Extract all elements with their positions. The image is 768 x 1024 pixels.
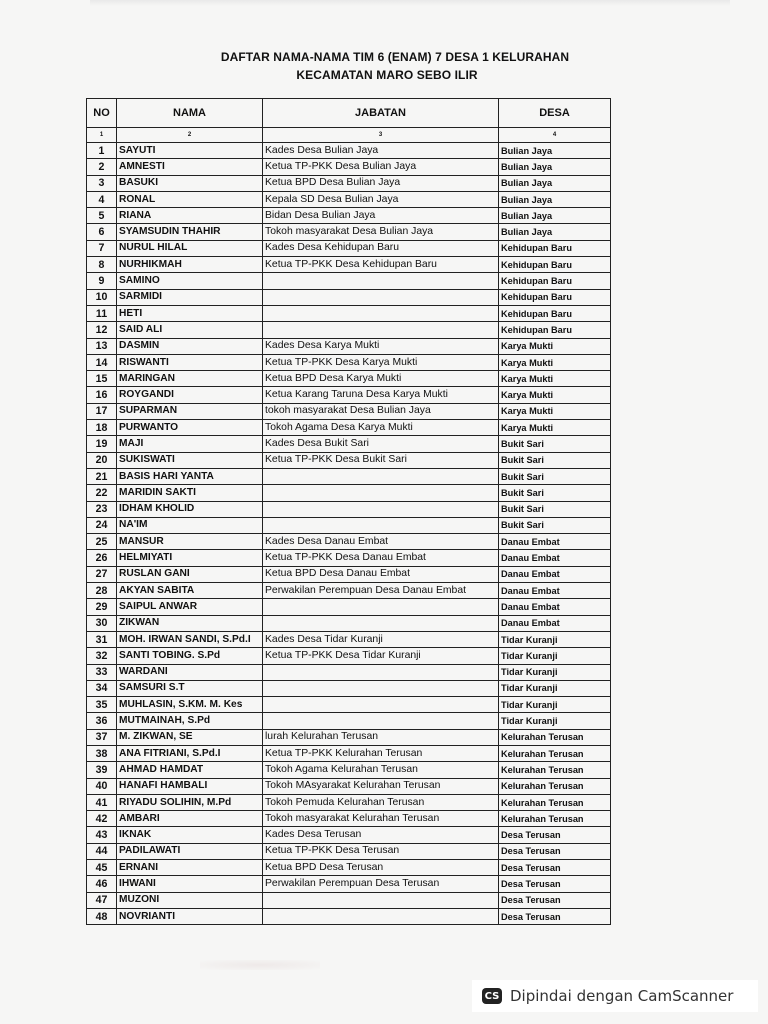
row-name: RIYADU SOLIHIN, M.Pd [117,794,263,810]
row-position: Ketua TP-PKK Desa Danau Embat [263,550,499,566]
row-name: SUKISWATI [117,452,263,468]
table-row [87,697,611,713]
row-number: 43 [87,827,117,843]
row-position: Ketua TP-PKK Desa Kehidupan Baru [263,257,499,273]
row-name: NOVRIANTI [117,908,263,924]
row-position: Ketua BPD Desa Danau Embat [263,566,499,582]
row-position: Kades Desa Terusan [263,827,499,843]
row-name: NA'IM [117,517,263,533]
table-row [87,599,611,615]
column-number: 4 [499,128,611,143]
row-position: Tokoh Pemuda Kelurahan Terusan [263,794,499,810]
table-row [87,159,611,175]
row-position: Ketua TP-PKK Desa Bukit Sari [263,452,499,468]
row-name: WARDANI [117,664,263,680]
row-village: Karya Mukti [499,371,611,387]
row-village: Danau Embat [499,550,611,566]
row-name: AMNESTI [117,159,263,175]
camscanner-logo-icon: CS [482,988,502,1004]
row-village: Tidar Kuranji [499,680,611,696]
row-name: ZIKWAN [117,615,263,631]
row-name: HETI [117,305,263,321]
row-name: SAMSURI S.T [117,680,263,696]
row-number: 11 [87,305,117,321]
row-position: Tokoh Agama Kelurahan Terusan [263,762,499,778]
row-number: 7 [87,240,117,256]
row-name: ANA FITRIANI, S.Pd.I [117,745,263,761]
header-desa: DESA [499,99,611,128]
row-number: 37 [87,729,117,745]
row-position [263,892,499,908]
row-village: Bukit Sari [499,517,611,533]
row-name: BASUKI [117,175,263,191]
row-position: Kades Desa Tidar Kuranji [263,631,499,647]
row-position: Ketua TP-PKK Desa Tidar Kuranji [263,648,499,664]
row-village: Bulian Jaya [499,224,611,240]
table-row [87,420,611,436]
row-village: Tidar Kuranji [499,631,611,647]
row-position: tokoh masyarakat Desa Bulian Jaya [263,403,499,419]
row-name: AKYAN SABITA [117,583,263,599]
row-position: Ketua BPD Desa Bulian Jaya [263,175,499,191]
row-position: Kades Desa Kehidupan Baru [263,240,499,256]
row-name: MARIDIN SAKTI [117,485,263,501]
scan-smudge [90,0,730,6]
table-row [87,208,611,224]
table-row [87,843,611,859]
row-name: AMBARI [117,811,263,827]
table-row [87,648,611,664]
row-village: Danau Embat [499,615,611,631]
row-position: Ketua TP-PKK Desa Karya Mukti [263,354,499,370]
table-row [87,680,611,696]
row-village: Kehidupan Baru [499,273,611,289]
row-number: 17 [87,403,117,419]
row-name: IHWANI [117,876,263,892]
row-name: RIANA [117,208,263,224]
row-number: 28 [87,583,117,599]
row-name: SAIPUL ANWAR [117,599,263,615]
row-number: 42 [87,811,117,827]
row-name: IDHAM KHOLID [117,501,263,517]
row-name: SAID ALI [117,322,263,338]
row-name: ROYGANDI [117,387,263,403]
row-village: Kehidupan Baru [499,240,611,256]
table-row [87,664,611,680]
row-position: Tokoh masyarakat Desa Bulian Jaya [263,224,499,240]
row-position: Kepala SD Desa Bulian Jaya [263,191,499,207]
row-position: Tokoh Agama Desa Karya Mukti [263,420,499,436]
row-village: Danau Embat [499,599,611,615]
table-row [87,387,611,403]
row-number: 22 [87,485,117,501]
table-row [87,452,611,468]
row-number: 34 [87,680,117,696]
row-position: Ketua TP-PKK Desa Bulian Jaya [263,159,499,175]
row-number: 48 [87,908,117,924]
row-number: 30 [87,615,117,631]
table-row [87,631,611,647]
table-row [87,762,611,778]
table-row [87,143,611,159]
row-name: RISWANTI [117,354,263,370]
row-position [263,680,499,696]
table-row [87,289,611,305]
row-village: Karya Mukti [499,338,611,354]
row-position [263,322,499,338]
row-name: NURHIKMAH [117,257,263,273]
row-village: Bukit Sari [499,436,611,452]
table-row [87,892,611,908]
row-position [263,289,499,305]
row-position [263,713,499,729]
row-name: MUHLASIN, S.KM. M. Kes [117,697,263,713]
row-village: Tidar Kuranji [499,664,611,680]
row-village: Desa Terusan [499,860,611,876]
table-row [87,583,611,599]
row-village: Desa Terusan [499,843,611,859]
row-name: MUTMAINAH, S.Pd [117,713,263,729]
table-row [87,534,611,550]
row-position [263,517,499,533]
table-row [87,338,611,354]
row-village: Tidar Kuranji [499,648,611,664]
row-name: AHMAD HAMDAT [117,762,263,778]
row-village: Kelurahan Terusan [499,762,611,778]
row-name: HELMIYATI [117,550,263,566]
table-body [87,143,611,925]
row-village: Bulian Jaya [499,175,611,191]
row-name: SYAMSUDIN THAHIR [117,224,263,240]
row-village: Danau Embat [499,566,611,582]
row-name: PURWANTO [117,420,263,436]
row-position: Kades Desa Danau Embat [263,534,499,550]
row-number: 4 [87,191,117,207]
row-village: Desa Terusan [499,827,611,843]
row-name: M. ZIKWAN, SE [117,729,263,745]
table-row [87,566,611,582]
row-village: Desa Terusan [499,876,611,892]
row-name: NURUL HILAL [117,240,263,256]
row-name: SARMIDI [117,289,263,305]
row-number: 13 [87,338,117,354]
row-name: MARINGAN [117,371,263,387]
table-row [87,811,611,827]
row-position [263,615,499,631]
row-position: Perwakilan Perempuan Desa Danau Embat [263,583,499,599]
row-position: Kades Desa Karya Mukti [263,338,499,354]
table-row [87,876,611,892]
row-village: Kelurahan Terusan [499,794,611,810]
row-number: 35 [87,697,117,713]
header-no: NO [87,99,117,128]
row-number: 25 [87,534,117,550]
row-position [263,908,499,924]
row-number: 12 [87,322,117,338]
row-position: lurah Kelurahan Terusan [263,729,499,745]
row-village: Tidar Kuranji [499,713,611,729]
row-name: ERNANI [117,860,263,876]
table-row [87,468,611,484]
row-number: 46 [87,876,117,892]
row-position [263,664,499,680]
row-position: Bidan Desa Bulian Jaya [263,208,499,224]
table-row [87,485,611,501]
table-row [87,827,611,843]
row-village: Kehidupan Baru [499,322,611,338]
row-name: SAYUTI [117,143,263,159]
row-name: RUSLAN GANI [117,566,263,582]
row-name: MUZONI [117,892,263,908]
table-row [87,778,611,794]
row-village: Bulian Jaya [499,143,611,159]
row-number: 27 [87,566,117,582]
row-number: 38 [87,745,117,761]
row-name: MOH. IRWAN SANDI, S.Pd.I [117,631,263,647]
row-position [263,599,499,615]
row-position: Tokoh MAsyarakat Kelurahan Terusan [263,778,499,794]
row-position: Ketua BPD Desa Terusan [263,860,499,876]
row-number: 16 [87,387,117,403]
row-village: Tidar Kuranji [499,697,611,713]
title-line-1: DAFTAR NAMA-NAMA TIM 6 (ENAM) 7 DESA 1 KELURAHAN [220,50,570,64]
row-number: 47 [87,892,117,908]
row-village: Karya Mukti [499,403,611,419]
table-row [87,745,611,761]
row-position [263,273,499,289]
row-village: Bukit Sari [499,468,611,484]
row-number: 39 [87,762,117,778]
row-name: RONAL [117,191,263,207]
row-number: 18 [87,420,117,436]
row-number: 9 [87,273,117,289]
table-row [87,257,611,273]
row-village: Bukit Sari [499,485,611,501]
row-number: 36 [87,713,117,729]
row-village: Karya Mukti [499,354,611,370]
row-village: Desa Terusan [499,908,611,924]
header-jabatan: JABATAN [263,99,499,128]
row-number: 29 [87,599,117,615]
camscanner-text: Dipindai dengan CamScanner [510,987,734,1005]
row-village: Danau Embat [499,583,611,599]
row-name: HANAFI HAMBALI [117,778,263,794]
row-position [263,468,499,484]
row-number: 8 [87,257,117,273]
document-title [0,48,768,84]
table-row [87,794,611,810]
row-village: Kelurahan Terusan [499,811,611,827]
row-name: SUPARMAN [117,403,263,419]
column-number: 1 [87,128,117,143]
row-number: 26 [87,550,117,566]
row-position: Ketua TP-PKK Kelurahan Terusan [263,745,499,761]
table-row [87,305,611,321]
row-number: 24 [87,517,117,533]
row-village: Bulian Jaya [499,208,611,224]
row-village: Desa Terusan [499,892,611,908]
row-village: Kehidupan Baru [499,289,611,305]
table-row [87,550,611,566]
row-position: Tokoh masyarakat Kelurahan Terusan [263,811,499,827]
row-position [263,501,499,517]
table-row [87,191,611,207]
row-number: 41 [87,794,117,810]
table-row [87,322,611,338]
table-row [87,240,611,256]
row-number: 2 [87,159,117,175]
row-position: Ketua BPD Desa Karya Mukti [263,371,499,387]
row-village: Kehidupan Baru [499,257,611,273]
row-position: Kades Desa Bulian Jaya [263,143,499,159]
row-position [263,485,499,501]
row-village: Bulian Jaya [499,191,611,207]
row-number: 19 [87,436,117,452]
row-village: Bukit Sari [499,452,611,468]
row-village: Kelurahan Terusan [499,745,611,761]
row-number: 21 [87,468,117,484]
row-village: Kehidupan Baru [499,305,611,321]
table-row [87,354,611,370]
row-name: IKNAK [117,827,263,843]
column-number-row [87,128,611,143]
row-name: MANSUR [117,534,263,550]
row-position: Kades Desa Bukit Sari [263,436,499,452]
row-name: BASIS HARI YANTA [117,468,263,484]
row-position: Ketua TP-PKK Desa Terusan [263,843,499,859]
row-village: Karya Mukti [499,387,611,403]
row-village: Bukit Sari [499,501,611,517]
table-row [87,175,611,191]
table-row [87,501,611,517]
row-name: DASMIN [117,338,263,354]
row-position: Perwakilan Perempuan Desa Terusan [263,876,499,892]
table-row [87,517,611,533]
row-name: SAMINO [117,273,263,289]
member-table [86,98,611,925]
scan-smudge [200,960,320,970]
row-village: Danau Embat [499,534,611,550]
table-row [87,615,611,631]
row-number: 32 [87,648,117,664]
row-number: 14 [87,354,117,370]
row-position [263,697,499,713]
camscanner-watermark [472,980,758,1012]
table-row [87,860,611,876]
row-number: 23 [87,501,117,517]
row-number: 6 [87,224,117,240]
title-line-2: KECAMATAN MARO SEBO ILIR [296,68,478,82]
table-row [87,273,611,289]
row-number: 31 [87,631,117,647]
row-village: Karya Mukti [499,420,611,436]
row-number: 5 [87,208,117,224]
table-row [87,371,611,387]
table-row [87,729,611,745]
table-header-row [87,99,611,128]
row-village: Kelurahan Terusan [499,778,611,794]
row-number: 15 [87,371,117,387]
row-number: 44 [87,843,117,859]
row-number: 40 [87,778,117,794]
row-name: SANTI TOBING. S.Pd [117,648,263,664]
row-number: 20 [87,452,117,468]
row-number: 3 [87,175,117,191]
row-name: MAJI [117,436,263,452]
table-row [87,713,611,729]
table-row [87,908,611,924]
table-row [87,403,611,419]
column-number: 3 [263,128,499,143]
row-number: 10 [87,289,117,305]
header-nama: NAMA [117,99,263,128]
row-number: 1 [87,143,117,159]
row-position: Ketua Karang Taruna Desa Karya Mukti [263,387,499,403]
table-row [87,436,611,452]
row-village: Bulian Jaya [499,159,611,175]
row-number: 45 [87,860,117,876]
row-name: PADILAWATI [117,843,263,859]
row-position [263,305,499,321]
table-row [87,224,611,240]
column-number: 2 [117,128,263,143]
row-village: Kelurahan Terusan [499,729,611,745]
row-number: 33 [87,664,117,680]
